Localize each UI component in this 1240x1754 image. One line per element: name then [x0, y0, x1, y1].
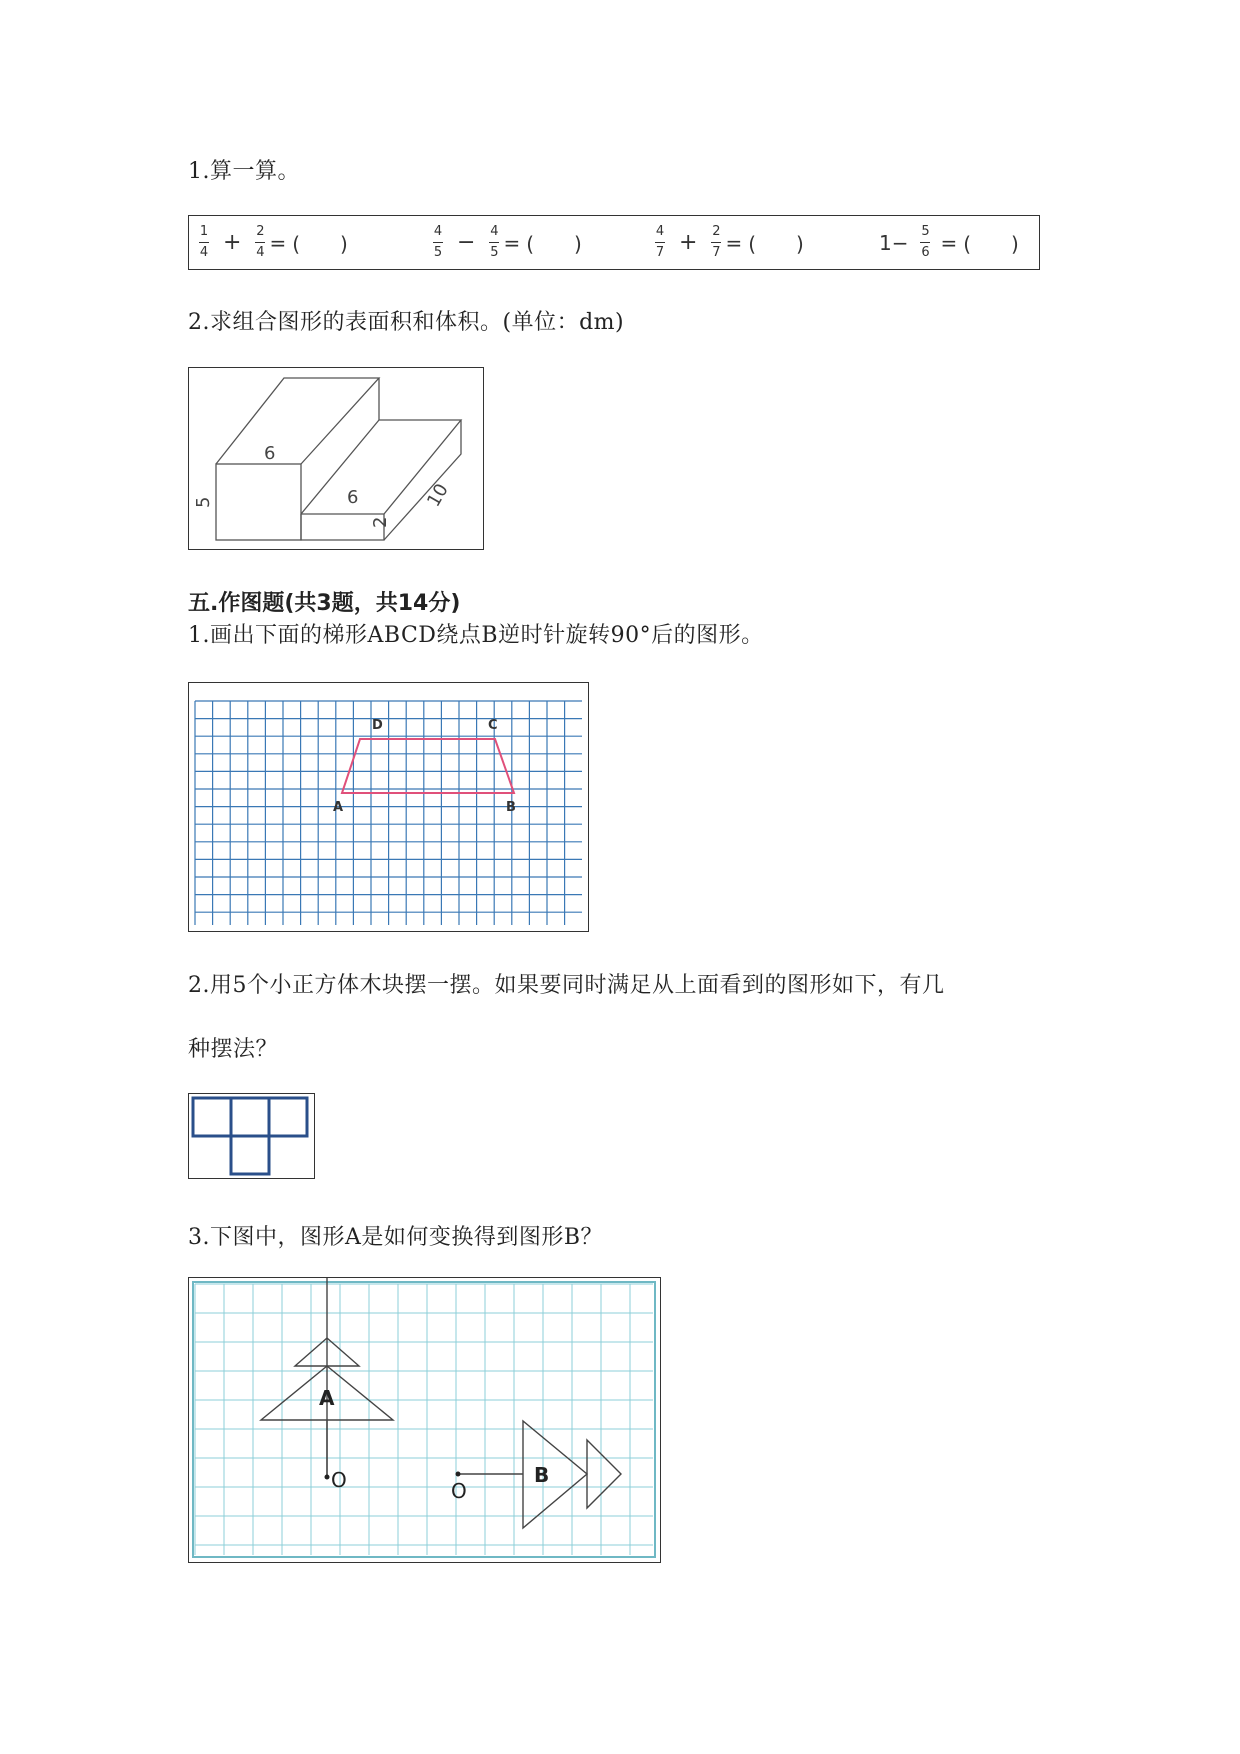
question-1-calculate: 1.算一算。: [188, 159, 300, 184]
equals-sign: =: [503, 230, 521, 255]
trapezoid-grid: [189, 683, 587, 930]
fraction: $\frac{2}{4}$: [256, 224, 265, 260]
question-2-solid: 2.求组合图形的表面积和体积。(单位：dm): [188, 310, 625, 335]
answer-blank[interactable]: ( ): [526, 232, 582, 256]
whole-number: 1−: [879, 230, 909, 255]
top-view-diagram: [189, 1094, 313, 1177]
section-5-heading: 五.作图题(共3题，共14分): [188, 591, 461, 616]
label-top-width: 6: [264, 443, 276, 464]
label-depth: 10: [423, 480, 453, 511]
equation-4: [879, 216, 1019, 269]
point-c-label: C: [488, 718, 498, 733]
label-step-width: 6: [347, 487, 359, 508]
trapezoid-grid-frame: [188, 682, 589, 932]
transform-grid-frame: [188, 1277, 661, 1563]
shape-a-label: A: [319, 1386, 335, 1410]
equals-sign: =: [940, 230, 958, 255]
origin-a-point: [325, 1475, 330, 1480]
transform-grid: [189, 1278, 659, 1561]
label-step-height: 2: [370, 516, 391, 528]
equation-3: [651, 216, 804, 269]
equations-box: [188, 215, 1040, 270]
equation-1: [195, 216, 348, 269]
answer-blank[interactable]: ( ): [748, 232, 804, 256]
fraction: $\frac{2}{7}$: [712, 224, 721, 260]
question-5-2-line2: 种摆法？: [188, 1037, 279, 1062]
composite-solid-diagram: [189, 368, 482, 548]
point-d-label: D: [372, 718, 383, 733]
shape-a: [261, 1278, 393, 1477]
equation-2: [429, 216, 582, 269]
fraction: $\frac{5}{6}$: [921, 224, 930, 260]
trapezoid-abcd: [342, 739, 514, 793]
answer-blank[interactable]: ( ): [963, 232, 1019, 256]
question-5-1-rotate: 1.画出下面的梯形ABCD绕点B逆时针旋转90°后的图形。: [188, 623, 764, 648]
answer-blank[interactable]: ( ): [292, 232, 348, 256]
label-left-height: 5: [193, 496, 214, 508]
operator: +: [223, 230, 242, 255]
point-b-label: B: [506, 800, 516, 815]
fraction: $\frac{4}{5}$: [490, 224, 499, 260]
fraction: $\frac{4}{5}$: [433, 224, 443, 260]
origin-a-label: O: [331, 1468, 347, 1492]
operator: −: [457, 230, 476, 255]
operator: +: [679, 230, 698, 255]
point-a-label: A: [333, 800, 344, 815]
question-5-2-line1: 2.用5个小正方体木块摆一摆。如果要同时满足从上面看到的图形如下，有几: [188, 973, 945, 998]
question-5-3-transform: 3.下图中，图形A是如何变换得到图形B？: [188, 1225, 604, 1250]
equals-sign: =: [725, 230, 743, 255]
solid-figure-frame: [188, 367, 484, 550]
top-view-frame: [188, 1093, 315, 1179]
fraction: $\frac{4}{7}$: [655, 224, 665, 260]
fraction: $\frac{1}{4}$: [199, 224, 209, 260]
origin-b-label: O: [451, 1479, 467, 1503]
origin-b-point: [456, 1472, 461, 1477]
shape-b-label: B: [534, 1463, 550, 1487]
equals-sign: =: [269, 230, 287, 255]
